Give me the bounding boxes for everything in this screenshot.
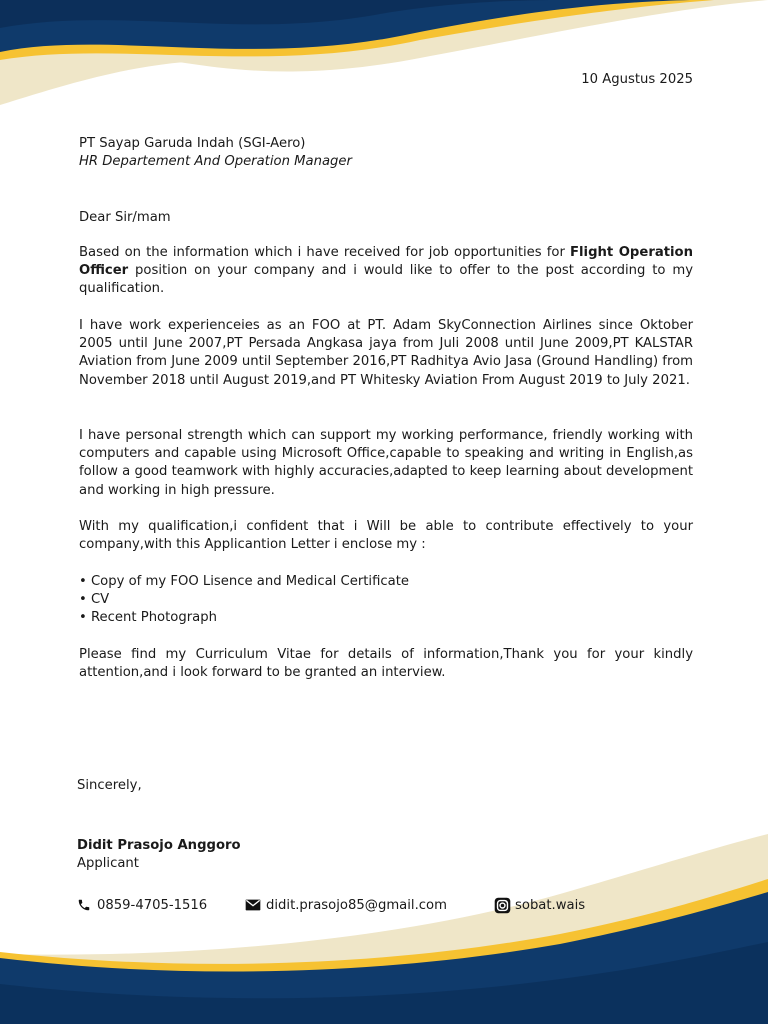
recipient-role: HR Departement And Operation Manager: [79, 154, 352, 170]
signer-name: Didit Prasojo Anggoro: [77, 838, 241, 853]
header-wave-decoration: [0, 0, 768, 130]
paragraph-qualification: With my qualification,i confident that i Will be able to contribute effectively to your company,with this Applicantion Letter i enclose my :: [79, 519, 693, 553]
recipient-block: [79, 135, 352, 171]
paragraph-experience: I have work experienceies as an FOO at PT. Adam SkyConnection Airlines since Oktober 2005 until June 2007,PT Persada Angkasa jaya from Juli 2008 until June 2009,PT KALSTAR Aviation from June 2009 until September 2016,PT Radhitya Avio Jasa (Ground Handling) from November 2018 until August 2019,and PT Whitesky Aviation From August 2019 to July 2021.: [79, 318, 693, 388]
list-item: • Recent Photograph: [79, 610, 217, 626]
footer-wave-decoration: [0, 824, 768, 1024]
paragraph-closing: Please find my Curriculum Vitae for details of information,Thank you for your kindly attention,and i look forward to be granted an interview.: [79, 647, 693, 681]
instagram-handle: sobat.wais: [515, 897, 586, 913]
closing-salutation: Sincerely,: [77, 778, 142, 793]
greeting: Dear Sir/mam: [79, 210, 171, 225]
enclosure-list: [79, 573, 409, 628]
phone-number: 0859-4705-1516: [97, 897, 208, 913]
signer-title: Applicant: [77, 856, 139, 872]
list-item: • CV: [79, 592, 110, 608]
contact-email: [244, 896, 447, 914]
paragraph-intro: [79, 244, 693, 299]
contact-instagram: [493, 896, 585, 914]
paragraph-intro-after: position on your company and i would like to offer to the post according to my qualification.: [79, 263, 693, 297]
paragraph-intro-before: Based on the information which i have received for job opportunities for: [79, 245, 571, 260]
instagram-icon: [493, 896, 511, 914]
email-address: didit.prasojo85@gmail.com: [266, 897, 447, 913]
recipient-company: PT Sayap Garuda Indah (SGI-Aero): [79, 136, 306, 151]
letter-date: 10 Agustus 2025: [581, 72, 693, 87]
position-title: Flight Operation Officer: [79, 245, 693, 279]
phone-icon: [75, 896, 93, 914]
contact-phone: [75, 896, 207, 914]
list-item: • Copy of my FOO Lisence and Medical Certificate: [79, 574, 410, 589]
envelope-icon: [244, 896, 262, 914]
paragraph-strengths: I have personal strength which can support my working performance, friendly working with computers and capable using Microsoft Office,capable to speaking and writing in English,as follow a good teamwork with highly accuracies,adapted to keep learning about development and working in high pressure.: [79, 428, 693, 498]
